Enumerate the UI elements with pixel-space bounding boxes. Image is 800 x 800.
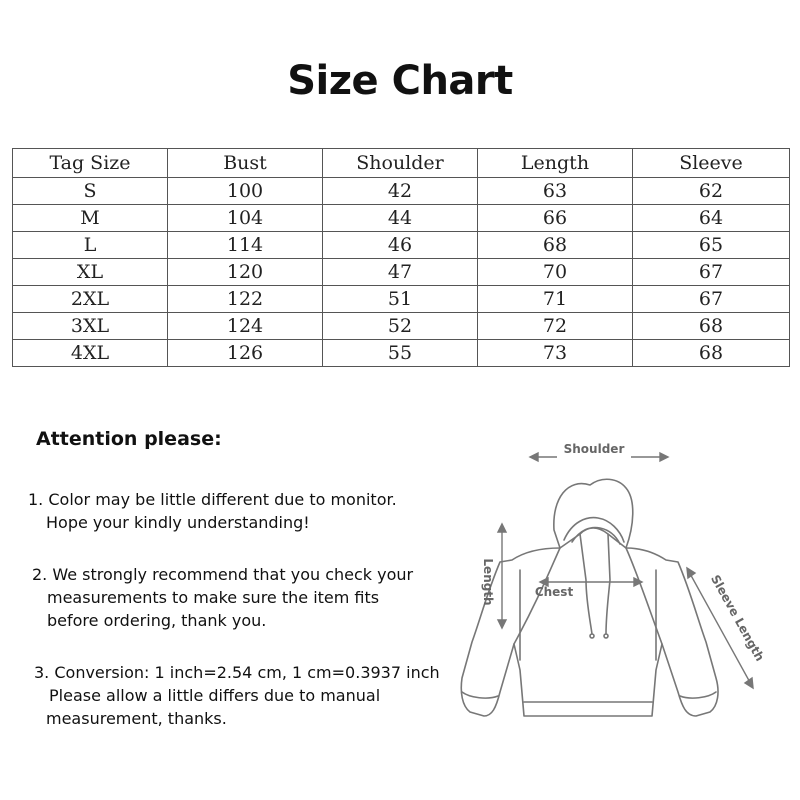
cell-size: 2XL (13, 286, 168, 313)
cell-size: L (13, 232, 168, 259)
header-sleeve: Sleeve (633, 149, 790, 178)
table-row (13, 340, 790, 367)
note-measurements (32, 563, 413, 632)
note-line: measurement, thanks. (46, 709, 227, 728)
cell-shoulder: 44 (323, 205, 478, 232)
cell-sleeve: 68 (633, 313, 790, 340)
attention-heading: Attention please: (36, 428, 222, 450)
page-title: Size Chart (287, 58, 513, 104)
cell-bust: 126 (168, 340, 323, 367)
note-line: 2. We strongly recommend that you check your (32, 565, 414, 584)
length-label: Length (481, 558, 495, 606)
table-header-row (13, 149, 790, 178)
header-bust: Bust (168, 149, 323, 178)
cell-size: M (13, 205, 168, 232)
arrow-right-icon (660, 453, 668, 461)
cell-size: 3XL (13, 313, 168, 340)
cell-length: 72 (478, 313, 633, 340)
cell-length: 71 (478, 286, 633, 313)
cell-sleeve: 68 (633, 340, 790, 367)
cell-shoulder: 47 (323, 259, 478, 286)
shoulder-label: Shoulder (563, 442, 625, 456)
cell-shoulder: 51 (323, 286, 478, 313)
hoodie-measurement-diagram (440, 430, 770, 730)
note-conversion (34, 661, 440, 730)
table-row (13, 205, 790, 232)
arrow-down-icon (498, 620, 506, 628)
arrow-down-icon (745, 678, 753, 688)
note-line: Please allow a little differs due to manual (49, 686, 381, 705)
cell-sleeve: 64 (633, 205, 790, 232)
note-line: 3. Conversion: 1 inch=2.54 cm, 1 cm=0.3937 inch (34, 663, 440, 682)
cell-size: S (13, 178, 168, 205)
note-line: measurements to make sure the item fits (47, 588, 380, 607)
cell-sleeve: 67 (633, 259, 790, 286)
cell-shoulder: 42 (323, 178, 478, 205)
note-color (28, 488, 397, 534)
cell-length: 73 (478, 340, 633, 367)
cell-length: 68 (478, 232, 633, 259)
header-tag-size: Tag Size (13, 149, 168, 178)
cell-sleeve: 67 (633, 286, 790, 313)
header-length: Length (478, 149, 633, 178)
cell-length: 63 (478, 178, 633, 205)
table-row (13, 232, 790, 259)
arrow-left-icon (530, 453, 538, 461)
table-row (13, 313, 790, 340)
cell-bust: 124 (168, 313, 323, 340)
table-row (13, 259, 790, 286)
cell-sleeve: 62 (633, 178, 790, 205)
chest-label: Chest (534, 585, 574, 599)
note-line: before ordering, thank you. (47, 611, 267, 630)
cell-bust: 114 (168, 232, 323, 259)
cell-sleeve: 65 (633, 232, 790, 259)
note-line: Hope your kindly understanding! (46, 513, 310, 532)
hoodie-outline-icon (461, 479, 718, 716)
table-row (13, 286, 790, 313)
cell-shoulder: 46 (323, 232, 478, 259)
cell-shoulder: 52 (323, 313, 478, 340)
cell-length: 66 (478, 205, 633, 232)
table-row (13, 178, 790, 205)
header-shoulder: Shoulder (323, 149, 478, 178)
cell-size: XL (13, 259, 168, 286)
cell-bust: 100 (168, 178, 323, 205)
arrow-up-icon (498, 524, 506, 532)
cell-bust: 104 (168, 205, 323, 232)
size-chart-table (12, 148, 790, 367)
arrow-up-icon (687, 568, 695, 578)
note-line: 1. Color may be little different due to monitor. (28, 490, 397, 509)
cell-bust: 120 (168, 259, 323, 286)
cell-size: 4XL (13, 340, 168, 367)
sleeve-length-label: Sleeve Length (708, 572, 767, 664)
cell-bust: 122 (168, 286, 323, 313)
cell-shoulder: 55 (323, 340, 478, 367)
cell-length: 70 (478, 259, 633, 286)
